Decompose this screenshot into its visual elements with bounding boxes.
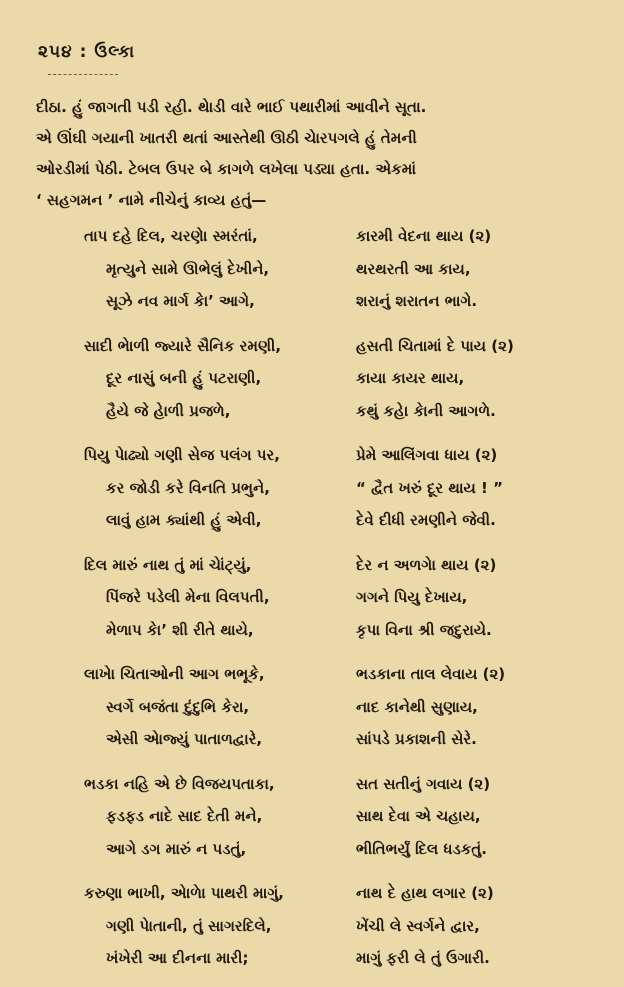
- verse-line: [84, 833, 594, 866]
- verse-left: મેળાપ કેા’ શી રીતે થાયે,: [106, 620, 254, 639]
- prose-line: ‘ સહગમન ’ નામે નીચેનું કાવ્ય હતું—: [36, 191, 267, 209]
- verse-line: [84, 285, 594, 318]
- verse-left: ભડકા નહિ એ છે વિજયપતાકા,: [84, 774, 275, 793]
- verse-line: [84, 723, 594, 756]
- verse-left: સૂઝે નવ માર્ગ કેા’ આગે,: [106, 292, 255, 310]
- prose-line: એ ઊંઘી ગયાની ખાતરી થતાં આસ્તેથી ઊઠી ચેારપગલે હું તેમની: [36, 129, 417, 147]
- verse-right: કાયા કાયર થાય,: [356, 369, 465, 387]
- verse-right: ભીતિભર્યું દિલ ધડકતું.: [356, 839, 487, 858]
- verse-left: લાખેા ચિતાઓની આગ ભભૂકે,: [84, 665, 265, 683]
- verse-right: કૃપા વિના શ્રી જદુરાયે.: [356, 620, 492, 639]
- verse-left: લાવું હામ ક્યાંથી હું એવી,: [106, 511, 262, 529]
- verse-left: દિલ મારું નાથ તું માં ચેાંટ્યું,: [84, 555, 252, 574]
- page-number: ૨૫૪: [38, 42, 73, 62]
- prose-paragraph: [36, 92, 596, 216]
- prose-line: દીઠા. હું જાગતી પડી રહી. થેાડી વારે ભાઈ પથારીમાં આવીને સૂતા.: [36, 98, 427, 116]
- verse-right: ગગને પિયુ દેખાય,: [356, 588, 468, 606]
- verse-right: કથું કહેા કેાની આગળે.: [356, 401, 496, 420]
- verse-line: [84, 504, 594, 537]
- verse-line: [84, 800, 594, 833]
- verse-right: ખેંચી લે સ્વર્ગને દ્વાર,: [356, 916, 480, 935]
- poem-stanza: [84, 330, 594, 428]
- verse-line: [84, 942, 594, 975]
- poem: [84, 220, 594, 987]
- poem-stanza: [84, 877, 594, 975]
- verse-right: નાદ કાનેથી સુણાય,: [356, 697, 478, 716]
- verse-right: દેર ન અળગેા થાય (૨): [356, 555, 497, 574]
- verse-line: [84, 330, 594, 363]
- verse-left: એસી એાજ્યું પાતાળદ્વારે,: [106, 730, 263, 748]
- verse-line: [84, 691, 594, 724]
- verse-right: નાથ દે હાથ લગાર (૨): [356, 884, 494, 902]
- verse-left: સ્વર્ગે બજંતા દુંદુભિ કેરા,: [106, 697, 250, 716]
- verse-left: પિંજરે પડેલી મેના વિલપતી,: [106, 588, 270, 606]
- verse-left: પિયુ પેાઢ્યો ગણી સેજ પલંગ પર,: [84, 446, 280, 464]
- verse-line: [84, 253, 594, 286]
- verse-line: [84, 768, 594, 801]
- verse-left: કર જોડી કરે વિનતિ પ્રભુને,: [106, 478, 270, 497]
- verse-line: [84, 439, 594, 472]
- book-title: ઉલ્કા: [94, 42, 136, 62]
- verse-left: તાપ દહે દિલ, ચરણેા સ્મરંતાં,: [84, 227, 258, 245]
- verse-right: થરથરતી આ કાય,: [356, 259, 471, 278]
- verse-line: [84, 581, 594, 614]
- poem-stanza: [84, 439, 594, 537]
- verse-line: [84, 549, 594, 582]
- verse-left: ગણી પેાતાની, તું સાગરદિલે,: [106, 916, 272, 935]
- verse-right: હસતી ચિતામાં દે પાય (૨): [356, 336, 514, 355]
- verse-left: કરુણા ભાખી, એાળેા પાથરી માગું,: [84, 884, 284, 902]
- verse-right: સાંપડે પ્રકાશની સેરે.: [356, 730, 477, 748]
- verse-line: [84, 658, 594, 691]
- verse-line: [84, 877, 594, 910]
- verse-right: “ દ્વૈત ખરું દૂર થાય ! ”: [356, 478, 503, 497]
- verse-line: [84, 220, 594, 253]
- verse-left: ખંખેરી આ દીનના મારી;: [106, 949, 249, 967]
- poem-stanza: [84, 768, 594, 866]
- verse-right: દેવે દીધી રમણીને જેવી.: [356, 511, 496, 529]
- poem-stanza: [84, 549, 594, 647]
- verse-line: [84, 910, 594, 943]
- verse-right: માગું ફરી લે તું ઉગારી.: [356, 949, 490, 967]
- verse-left: હૈયે જે હેાળી પ્રજળે,: [106, 401, 231, 420]
- verse-right: કારમી વેદના થાય (૨): [356, 227, 492, 245]
- verse-right: સાથ દેવા એ ચહાય,: [356, 807, 481, 825]
- verse-line: [84, 614, 594, 647]
- verse-line: [84, 362, 594, 395]
- verse-right: સત સતીનું ગવાય (૨): [356, 774, 491, 793]
- page-header: [38, 42, 135, 62]
- verse-left: આગે ડગ મારું ન પડતું,: [106, 839, 247, 858]
- verse-left: મૃત્યુને સામે ઊભેલું દેખીને,: [106, 259, 270, 278]
- poem-stanza: [84, 658, 594, 756]
- header-underline: [48, 70, 118, 75]
- verse-right: શરાનું શરાતન ભાગે.: [356, 292, 478, 310]
- verse-right: ભડકાના તાલ લેવાય (૨): [356, 665, 506, 683]
- verse-right: પ્રેમે આલિંગવા ધાય (૨): [356, 446, 498, 464]
- verse-left: સાદી ભેાળી જ્યારે સૈનિક રમણી,: [84, 336, 282, 355]
- prose-line: ઓરડીમાં પેઠી. ટેબલ ઉપર બે કાગળે લખેલા પડ્યા હતા. એકમાં: [36, 160, 417, 178]
- verse-line: [84, 472, 594, 505]
- verse-left: દૂર નાસું બની હું પટરાણી,: [106, 369, 262, 387]
- poem-stanza: [84, 220, 594, 318]
- verse-left: ફડફડ નાદે સાદ દેતી મને,: [106, 807, 263, 825]
- verse-line: [84, 395, 594, 428]
- header-separator: :: [79, 42, 88, 62]
